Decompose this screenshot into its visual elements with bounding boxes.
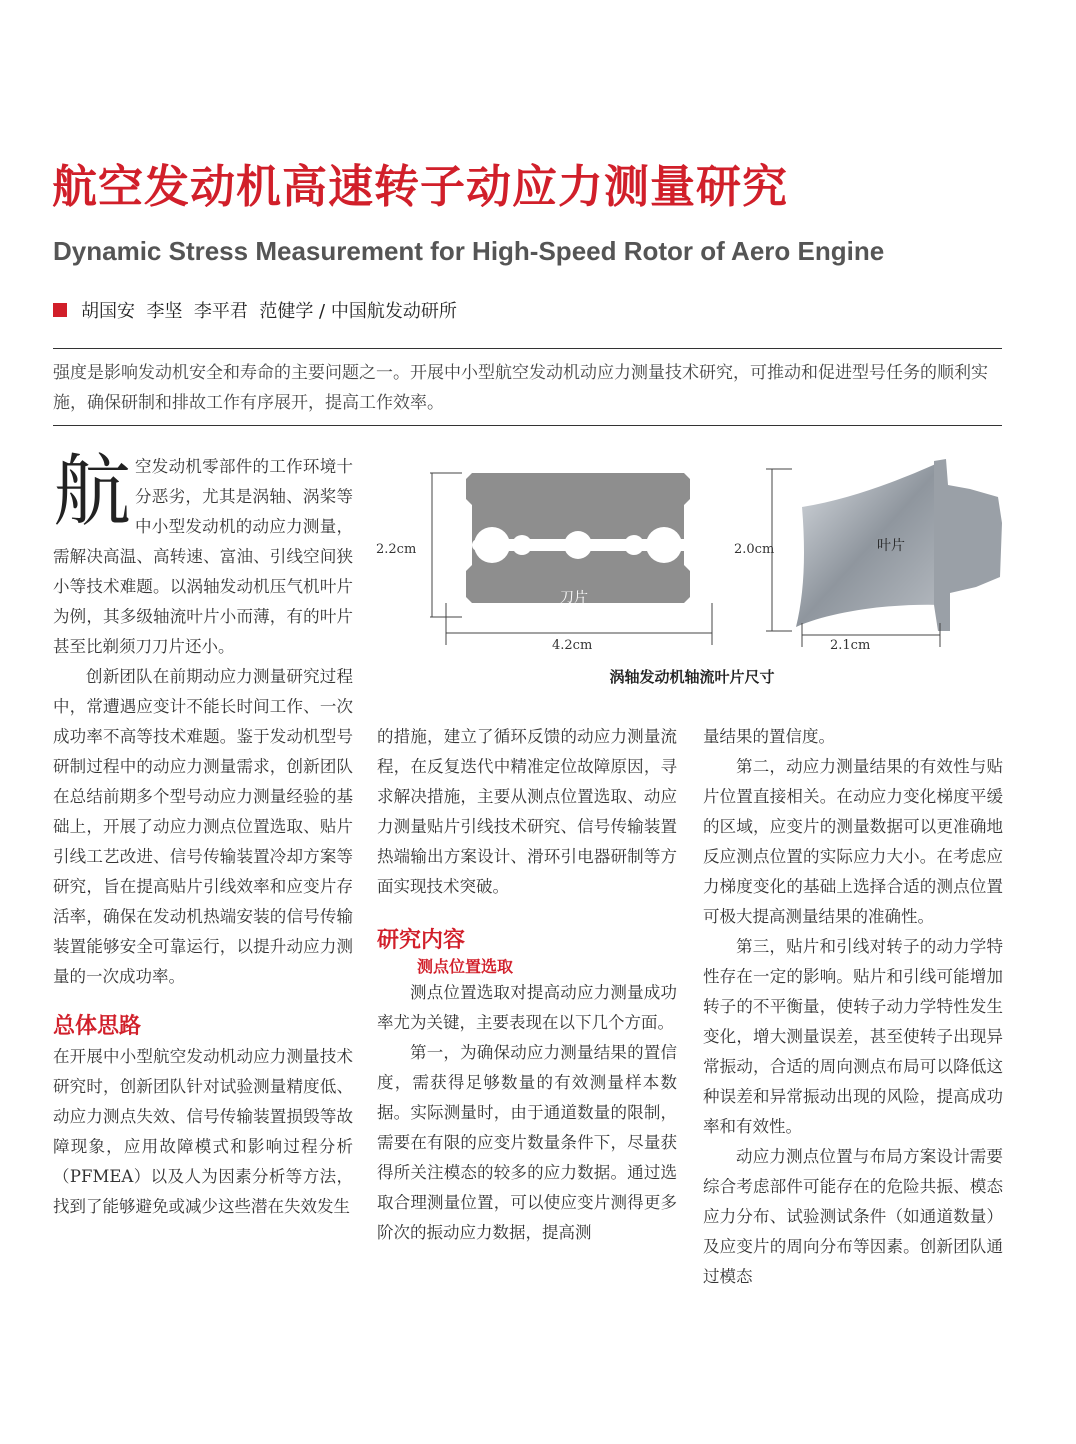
article-subtitle: Dynamic Stress Measurement for High-Speed Rotor of Aero Engine xyxy=(53,236,885,266)
figure-caption: 涡轴发动机轴流叶片尺寸 xyxy=(609,668,775,686)
col2-paragraph-1: 的措施，建立了循环反馈的动应力测量流程，在反复迭代中精准定位故障原因，寻求解决措施，主要从测点位置选取、动应力测量贴片引线技术研究、信号传输装置热端输出方案设计、滑环引电器研制等方面实现技术突破。 xyxy=(377,727,677,896)
col1-paragraph-2: 创新团队在前期动应力测量研究过程中，常遭遇应变计不能长时间工作、一次成功率不高等技术难题。鉴于发动机型号研制过程中的动应力测量需求，创新团队在总结前期多个型号动应力测量经验的基础上，开展了动应力测点位置选取、贴片引线工艺改进、信号传输装置冷却方案等研究，旨在提高贴片引线效率和应变片存活率，确保在发动机热端安装的信号传输装置能够安全可靠运行，以提升动应力测量的一次成功率。 xyxy=(53,667,353,986)
dim-blade-width: 4.2cm xyxy=(552,638,593,653)
column-2 xyxy=(377,722,677,1248)
blade-label: 刀片 xyxy=(560,590,588,606)
figure-illustration xyxy=(372,455,1012,660)
article-title: 航空发动机高速转子动应力测量研究 xyxy=(52,160,789,213)
col3-paragraph-2: 第二，动应力测量结果的有效性与贴片位置直接相关。在动应力变化梯度平缓的区域，应变片的测量数据可以更准确地反应测点位置的实际应力大小。在考虑应力梯度变化的基础上选择合适的测点位置可极大提高测量结果的准确性。 xyxy=(703,757,1003,926)
section-heading-overall: 总体思路 xyxy=(53,1014,142,1039)
col3-paragraph-4: 动应力测点位置与布局方案设计需要综合考虑部件可能存在的危险共振、模态应力分布、试验测试条件（如通道数量）及应变片的周向分布等因素。创新团队通过模态 xyxy=(703,1147,1003,1286)
vane-root-shape xyxy=(934,459,1002,631)
authors-text: 胡国安 李坚 李平君 范健学 / 中国航发动研所 xyxy=(81,301,457,322)
subsection-heading-measure-points: 测点位置选取 xyxy=(417,957,514,976)
red-square-bullet-icon xyxy=(53,303,67,317)
dim-blade-height: 2.2cm xyxy=(376,542,417,557)
dim-vane-width: 2.1cm xyxy=(830,638,871,653)
vane-airfoil-shape xyxy=(796,463,944,627)
col1-p1-text: 空发动机零部件的工作环境十分恶劣，尤其是涡轴、涡桨等中小型发动机的动应力测量，需解决高温、高转速、富油、引线空间狭小等技术难题。以涡轴发动机压气机叶片为例，其多级轴流叶片小而薄，有的叶片甚至比剃须刀刀片还小。 xyxy=(53,457,353,656)
col3-paragraph-1: 量结果的置信度。 xyxy=(703,727,835,746)
col2-paragraph-3: 第一，为确保动应力测量结果的置信度，需获得足够数量的有效测量样本数据。实际测量时，由于通道数量的限制，需要在有限的应变片数量条件下，尽量获得所关注模态的较多的应力数据。通过选取合理测量位置，可以使应变片测得更多阶次的振动应力数据，提高测 xyxy=(377,1043,677,1242)
vane-label: 叶片 xyxy=(877,538,905,554)
abstract: 强度是影响发动机安全和寿命的主要问题之一。开展中小型航空发动机动应力测量技术研究，可推动和促进型号任务的顺利实施，确保研制和排故工作有序展开，提高工作效率。 xyxy=(53,348,1002,426)
section-heading-research: 研究内容 xyxy=(377,928,466,953)
dim-vane-height: 2.0cm xyxy=(734,542,775,557)
col3-paragraph-3: 第三，贴片和引线对转子的动力学特性存在一定的影响。贴片和引线可能增加转子的不平衡量，使转子动力学特性发生变化，增大测量误差，甚至使转子出现异常振动，合适的周向测点布局可以降低这种误差和异常振动出现的风险，提高成功率和有效性。 xyxy=(703,937,1003,1136)
column-3 xyxy=(703,722,1003,1292)
figure-blade-dimensions xyxy=(372,455,1012,695)
dropcap: 航 xyxy=(53,447,132,537)
col2-paragraph-2: 测点位置选取对提高动应力测量成功率尤为关键，主要表现在以下几个方面。 xyxy=(377,983,677,1032)
col1-paragraph-1 xyxy=(53,447,353,662)
column-1 xyxy=(53,447,353,1222)
author-line xyxy=(53,297,457,323)
col1-paragraph-3: 在开展中小型航空发动机动应力测量技术研究时，创新团队针对试验测量精度低、动应力测点失效、信号传输装置损毁等故障现象，应用故障模式和影响过程分析（PFMEA）以及人为因素分析等方法，找到了能够避免或减少这些潜在失效发生 xyxy=(53,1047,353,1216)
